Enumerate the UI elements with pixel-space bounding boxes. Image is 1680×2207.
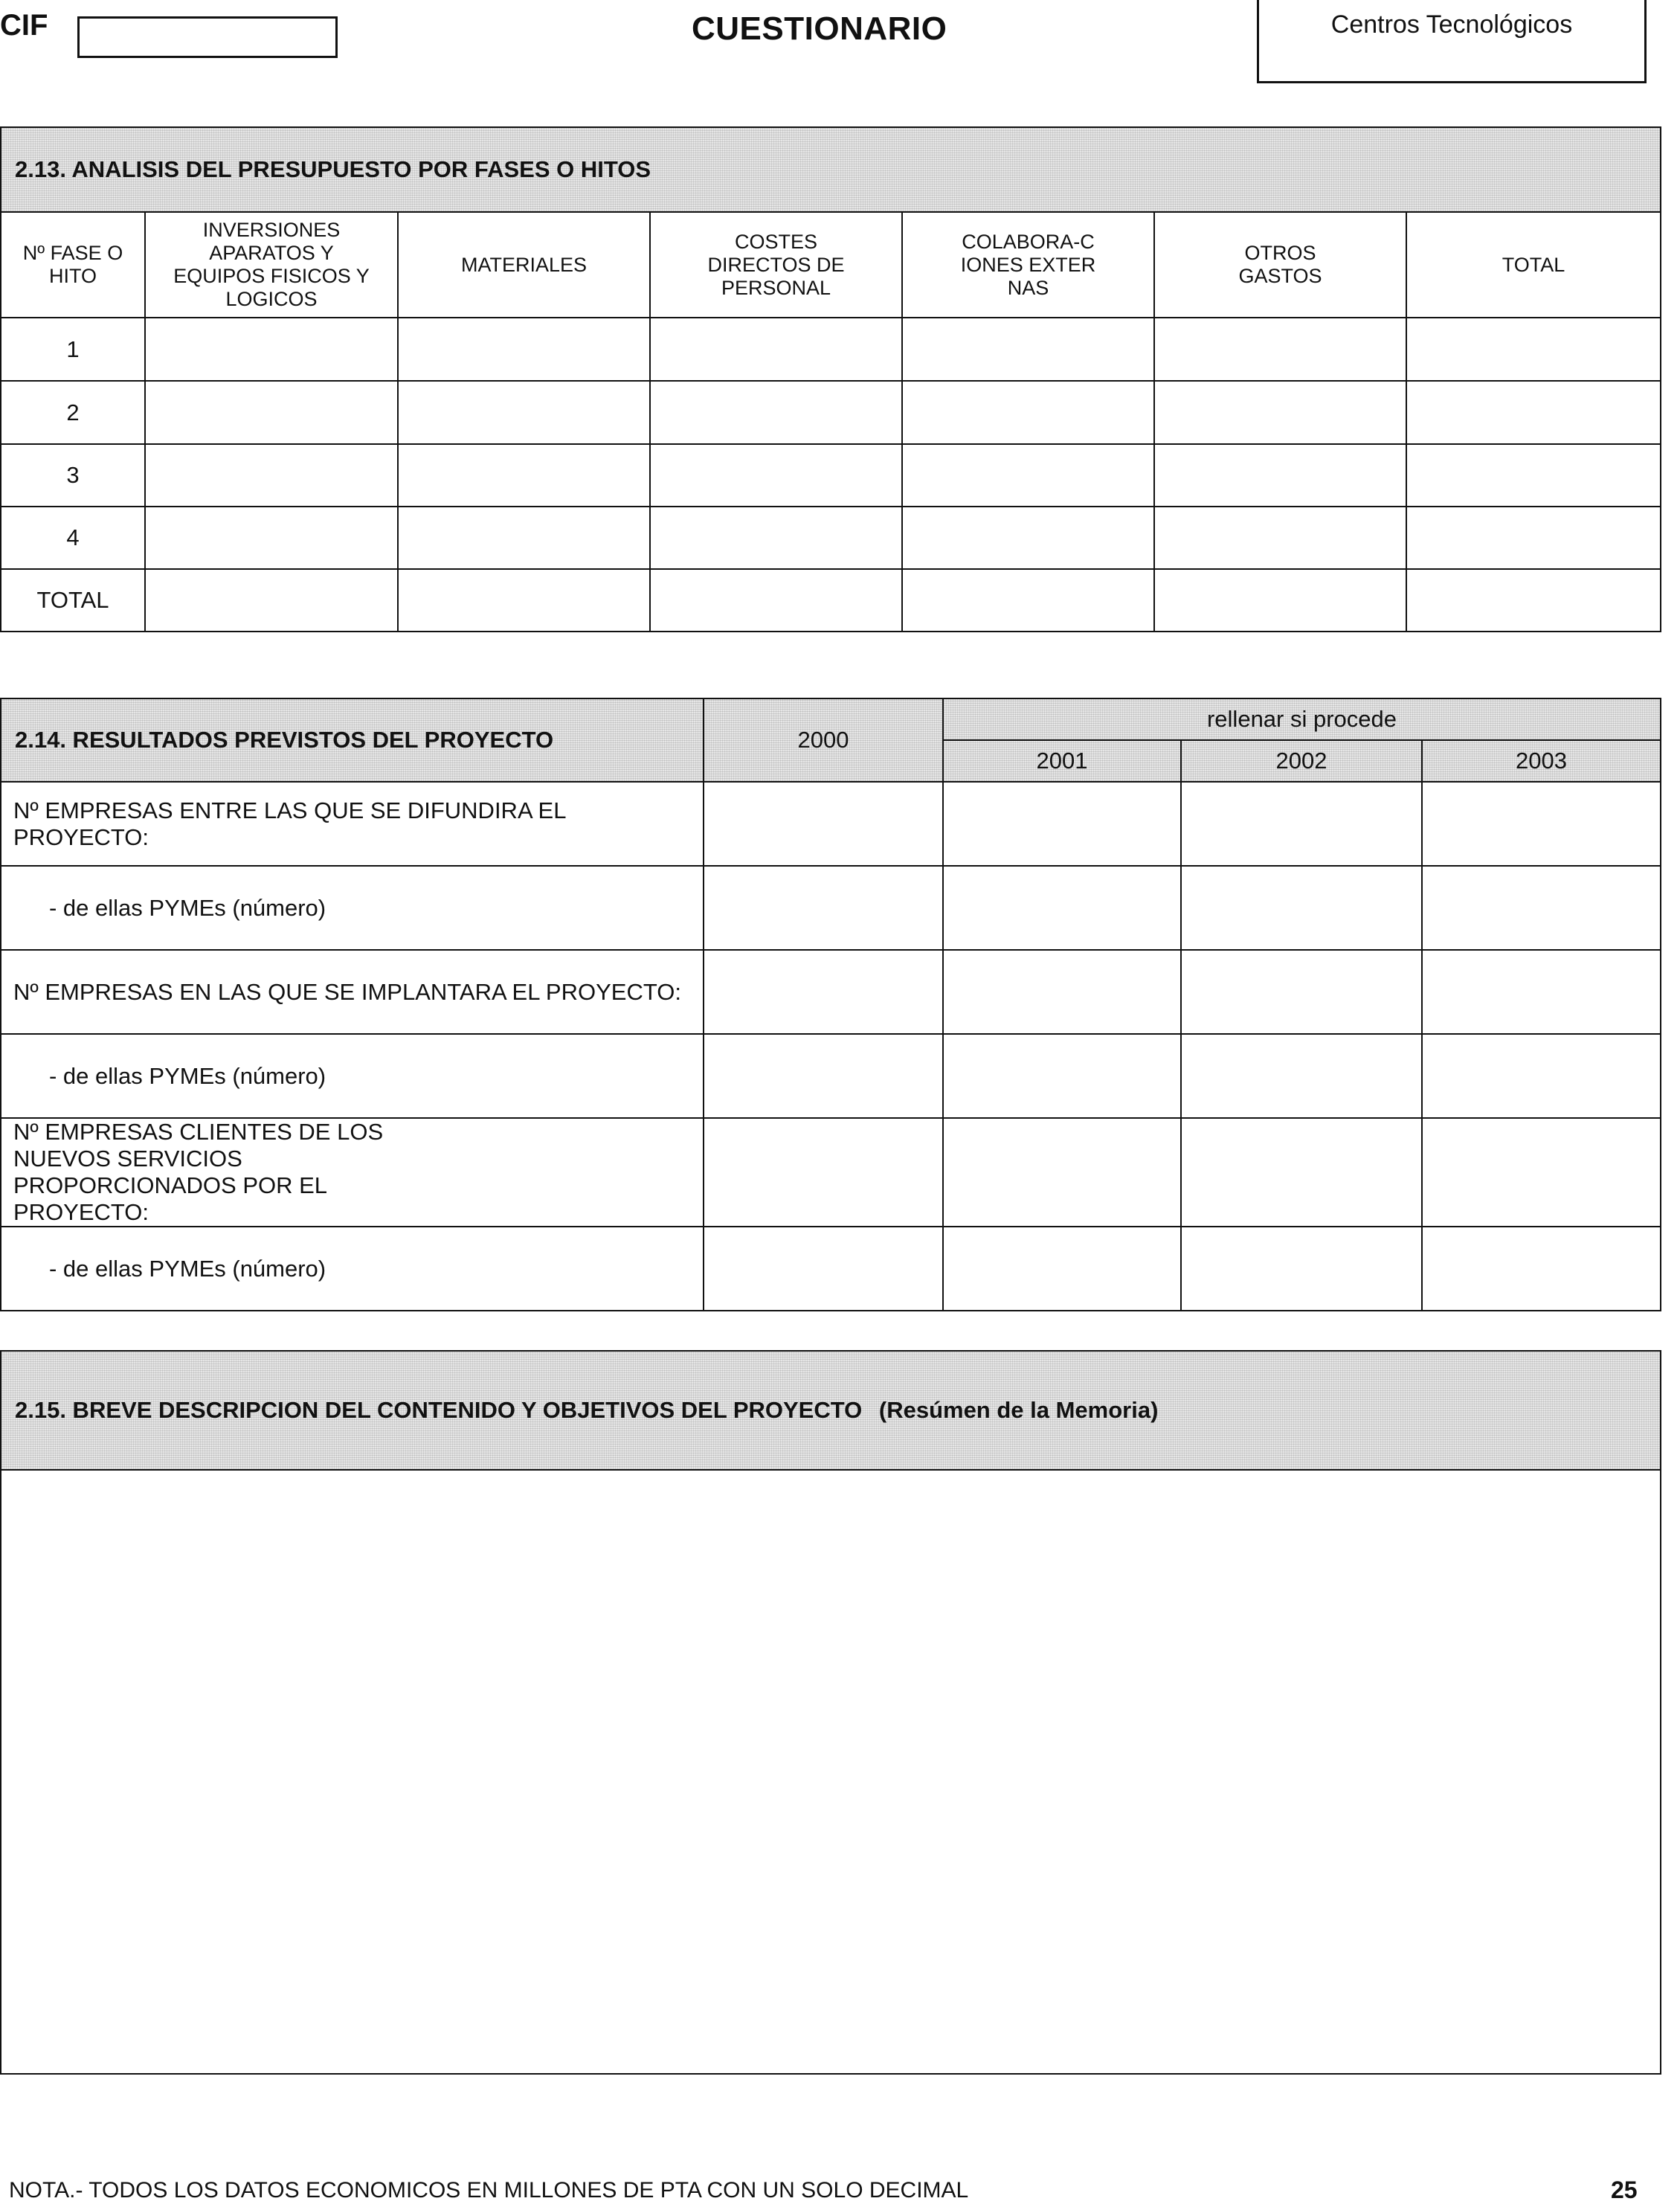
year-2001-header: 2001 — [943, 740, 1181, 782]
cif-field[interactable] — [77, 16, 338, 58]
year-2003-header: 2003 — [1422, 740, 1661, 782]
budget-cell[interactable] — [1154, 444, 1406, 507]
section-2-14-title: 2.14. RESULTADOS PREVISTOS DEL PROYECTO — [1, 698, 704, 782]
result-cell[interactable] — [704, 1227, 943, 1311]
budget-cell[interactable] — [145, 507, 398, 569]
budget-cell[interactable] — [398, 507, 650, 569]
col-costes-header: COSTES DIRECTOS DE PERSONAL — [650, 212, 902, 318]
result-cell[interactable] — [943, 950, 1181, 1034]
budget-cell[interactable] — [1406, 381, 1661, 444]
result-row-label: - de ellas PYMEs (número) — [1, 866, 704, 950]
budget-cell[interactable] — [650, 318, 902, 381]
result-cell[interactable] — [1422, 1034, 1661, 1118]
budget-cell[interactable] — [1406, 318, 1661, 381]
budget-cell[interactable] — [902, 507, 1154, 569]
budget-cell[interactable] — [650, 381, 902, 444]
result-cell[interactable] — [704, 1118, 943, 1227]
budget-cell[interactable] — [902, 381, 1154, 444]
category-label: Centros Tecnológicos — [1330, 10, 1573, 39]
result-cell[interactable] — [1181, 950, 1422, 1034]
budget-cell[interactable] — [398, 318, 650, 381]
result-cell[interactable] — [1422, 1227, 1661, 1311]
result-cell[interactable] — [704, 782, 943, 866]
year-2002-header: 2002 — [1181, 740, 1422, 782]
result-row-label: - de ellas PYMEs (número) — [1, 1227, 704, 1311]
page-number: 25 — [1611, 2177, 1638, 2203]
result-cell[interactable] — [1181, 1118, 1422, 1227]
phase-total-label: TOTAL — [1, 569, 145, 632]
result-cell[interactable] — [943, 782, 1181, 866]
budget-cell[interactable] — [902, 318, 1154, 381]
budget-total-cell[interactable] — [145, 569, 398, 632]
col-materiales-header: MATERIALES — [398, 212, 650, 318]
optional-years-note: rellenar si procede — [943, 698, 1661, 740]
result-cell[interactable] — [1422, 1118, 1661, 1227]
budget-total-cell[interactable] — [1154, 569, 1406, 632]
result-row-label: Nº EMPRESAS EN LAS QUE SE IMPLANTARA EL PROYECTO: — [1, 950, 704, 1034]
result-cell[interactable] — [1422, 950, 1661, 1034]
description-textarea[interactable] — [1, 1470, 1661, 2074]
budget-cell[interactable] — [398, 381, 650, 444]
result-cell[interactable] — [704, 950, 943, 1034]
result-cell[interactable] — [704, 866, 943, 950]
col-colaboraciones-header: COLABORA-CIONES EXTERNAS — [902, 212, 1154, 318]
budget-cell[interactable] — [145, 444, 398, 507]
budget-cell[interactable] — [145, 381, 398, 444]
result-cell[interactable] — [1181, 1034, 1422, 1118]
phase-label: 4 — [1, 507, 145, 569]
budget-total-cell[interactable] — [650, 569, 902, 632]
page-title: CUESTIONARIO — [692, 10, 947, 47]
result-cell[interactable] — [704, 1034, 943, 1118]
budget-cell[interactable] — [1154, 318, 1406, 381]
col-total-header: TOTAL — [1406, 212, 1661, 318]
phase-label: 3 — [1, 444, 145, 507]
phase-label: 2 — [1, 381, 145, 444]
phase-label: 1 — [1, 318, 145, 381]
result-cell[interactable] — [1422, 782, 1661, 866]
budget-cell[interactable] — [650, 444, 902, 507]
budget-total-cell[interactable] — [1406, 569, 1661, 632]
col-inversiones-header: INVERSIONES APARATOS Y EQUIPOS FISICOS Y LOGICOS — [145, 212, 398, 318]
result-cell[interactable] — [943, 1227, 1181, 1311]
budget-cell[interactable] — [145, 318, 398, 381]
col-otros-header: OTROS GASTOS — [1154, 212, 1406, 318]
year-2000-header: 2000 — [704, 698, 943, 782]
budget-total-cell[interactable] — [398, 569, 650, 632]
budget-cell[interactable] — [650, 507, 902, 569]
section-2-15-title-text: 2.15. BREVE DESCRIPCION DEL CONTENIDO Y OBJETIVOS DEL PROYECTO — [15, 1397, 863, 1423]
result-row-label: Nº EMPRESAS ENTRE LAS QUE SE DIFUNDIRA EL PROYECTO: — [1, 782, 704, 866]
budget-cell[interactable] — [1154, 507, 1406, 569]
result-cell[interactable] — [1181, 782, 1422, 866]
budget-cell[interactable] — [1154, 381, 1406, 444]
budget-by-phase-table — [0, 126, 1661, 632]
budget-cell[interactable] — [398, 444, 650, 507]
result-row-label: - de ellas PYMEs (número) — [1, 1034, 704, 1118]
section-2-15-subtitle: (Resúmen de la Memoria) — [878, 1397, 1159, 1423]
expected-results-table — [0, 698, 1661, 1311]
result-cell[interactable] — [943, 866, 1181, 950]
budget-total-cell[interactable] — [902, 569, 1154, 632]
result-cell[interactable] — [1181, 1227, 1422, 1311]
section-2-13-title: 2.13. ANALISIS DEL PRESUPUESTO POR FASES O HITOS — [1, 127, 1661, 212]
budget-cell[interactable] — [1406, 444, 1661, 507]
col-fase-header: Nº FASE O HITO — [1, 212, 145, 318]
result-cell[interactable] — [943, 1118, 1181, 1227]
result-cell[interactable] — [1422, 866, 1661, 950]
project-description-table — [0, 1350, 1661, 2075]
result-cell[interactable] — [943, 1034, 1181, 1118]
result-cell[interactable] — [1181, 866, 1422, 950]
footer-note: NOTA.- TODOS LOS DATOS ECONOMICOS EN MILLONES DE PTA CON UN SOLO DECIMAL — [9, 2178, 969, 2203]
section-2-15-title — [1, 1351, 1661, 1470]
cif-label: CIF — [0, 9, 48, 42]
result-row-label: Nº EMPRESAS CLIENTES DE LOS NUEVOS SERVICIOS PROPORCIONADOS POR EL PROYECTO: — [1, 1118, 704, 1227]
budget-cell[interactable] — [1406, 507, 1661, 569]
budget-cell[interactable] — [902, 444, 1154, 507]
category-box — [1257, 0, 1647, 83]
